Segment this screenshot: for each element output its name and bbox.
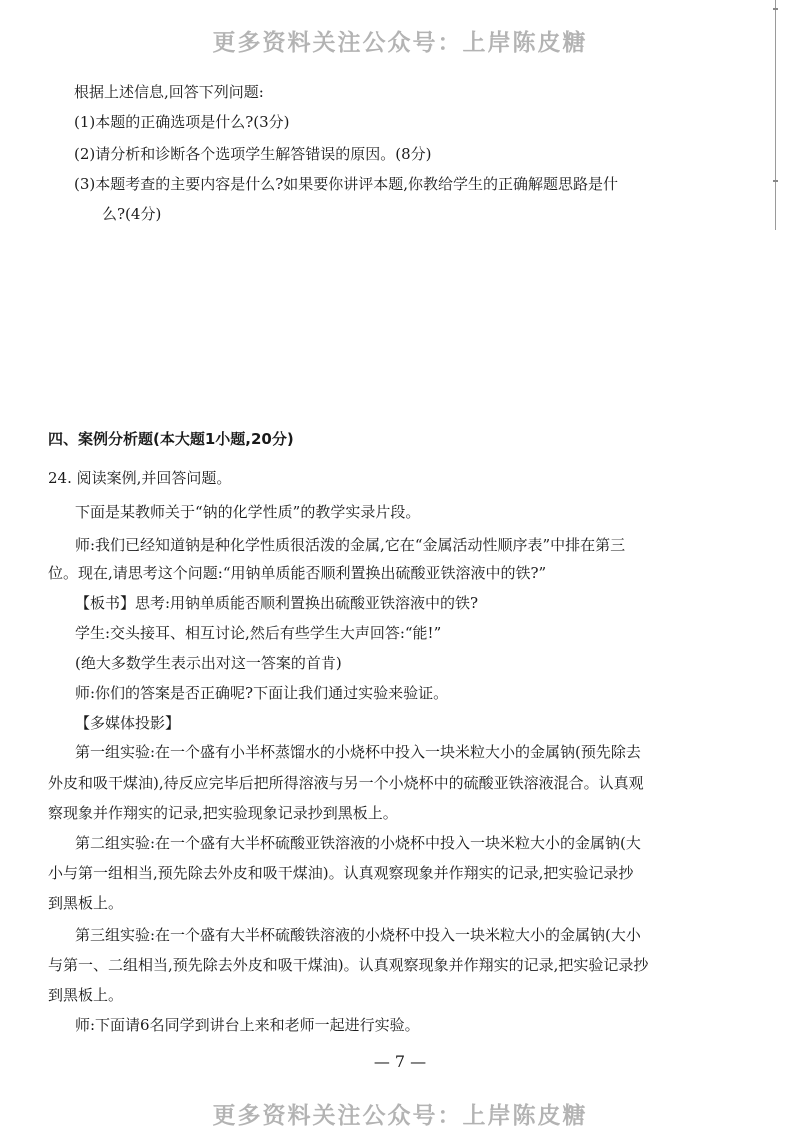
case-intro: 下面是某教师关于“钠的化学性质”的教学实录片段。 <box>75 503 421 521</box>
page-number: — 7 — <box>373 1052 427 1071</box>
group-3-line-1: 第三组实验:在一个盛有大半杯硫酸铁溶液的小烧杯中投入一块米粒大小的金属钠(大小 <box>75 926 641 944</box>
section-heading: 四、案例分析题(本大题1小题,20分) <box>48 430 294 448</box>
question-2: (2)请分析和诊断各个选项学生解答错误的原因。(8分) <box>74 145 432 163</box>
group-1-line-2: 外皮和吸干煤油),待反应完毕后把所得溶液与另一个小烧杯中的硫酸亚铁溶液混合。认真观 <box>48 774 644 792</box>
questions-intro: 根据上述信息,回答下列问题: <box>74 83 264 101</box>
group-2-line-2: 小与第一组相当,预先除去外皮和吸干煤油)。认真观察现象并作翔实的记录,把实验记录抄 <box>48 864 634 882</box>
page-edge-tick <box>773 8 778 10</box>
page-edge-line <box>775 0 776 230</box>
group-3-line-3: 到黑板上。 <box>48 986 124 1004</box>
group-2-line-1: 第二组实验:在一个盛有大半杯硫酸亚铁溶液的小烧杯中投入一块米粒大小的金属钠(大 <box>75 834 641 852</box>
group-3-line-2: 与第一、二组相当,预先除去外皮和吸干煤油)。认真观察现象并作翔实的记录,把实验记录抄 <box>48 956 649 974</box>
teacher-line-1a: 师:我们已经知道钠是种化学性质很活泼的金属,它在“金属活动性顺序表”中排在第三 <box>75 536 626 554</box>
media-projection: 【多媒体投影】 <box>75 714 181 732</box>
question-24: 24. 阅读案例,并回答问题。 <box>48 469 232 487</box>
watermark-top: 更多资料关注公众号：上岸陈皮糖 <box>212 30 588 56</box>
board-note: 【板书】思考:用钠单质能否顺利置换出硫酸亚铁溶液中的铁? <box>75 594 479 612</box>
page-edge-tick <box>773 180 778 182</box>
question-3-line-1: (3)本题考查的主要内容是什么?如果要你讲评本题,你教给学生的正确解题思路是什 <box>74 175 619 193</box>
question-1: (1)本题的正确选项是什么?(3分) <box>74 113 290 131</box>
group-1-line-1: 第一组实验:在一个盛有小半杯蒸馏水的小烧杯中投入一块米粒大小的金属钠(预先除去 <box>75 743 641 761</box>
teacher-line-2: 师:你们的答案是否正确呢?下面让我们通过实验来验证。 <box>75 684 449 702</box>
teacher-line-3: 师:下面请6名同学到讲台上来和老师一起进行实验。 <box>75 1016 420 1034</box>
students-response: 学生:交头接耳、相互讨论,然后有些学生大声回答:“能!” <box>75 624 442 642</box>
watermark-bottom: 更多资料关注公众号：上岸陈皮糖 <box>212 1103 588 1129</box>
group-2-line-3: 到黑板上。 <box>48 894 124 912</box>
group-1-line-3: 察现象并作翔实的记录,把实验现象记录抄到黑板上。 <box>48 804 398 822</box>
question-3-line-2: 么?(4分) <box>102 205 162 223</box>
teacher-line-1b: 位。现在,请思考这个问题:“用钠单质能否顺利置换出硫酸亚铁溶液中的铁?” <box>48 564 547 582</box>
students-note: (绝大多数学生表示出对这一答案的首肯) <box>75 654 342 672</box>
